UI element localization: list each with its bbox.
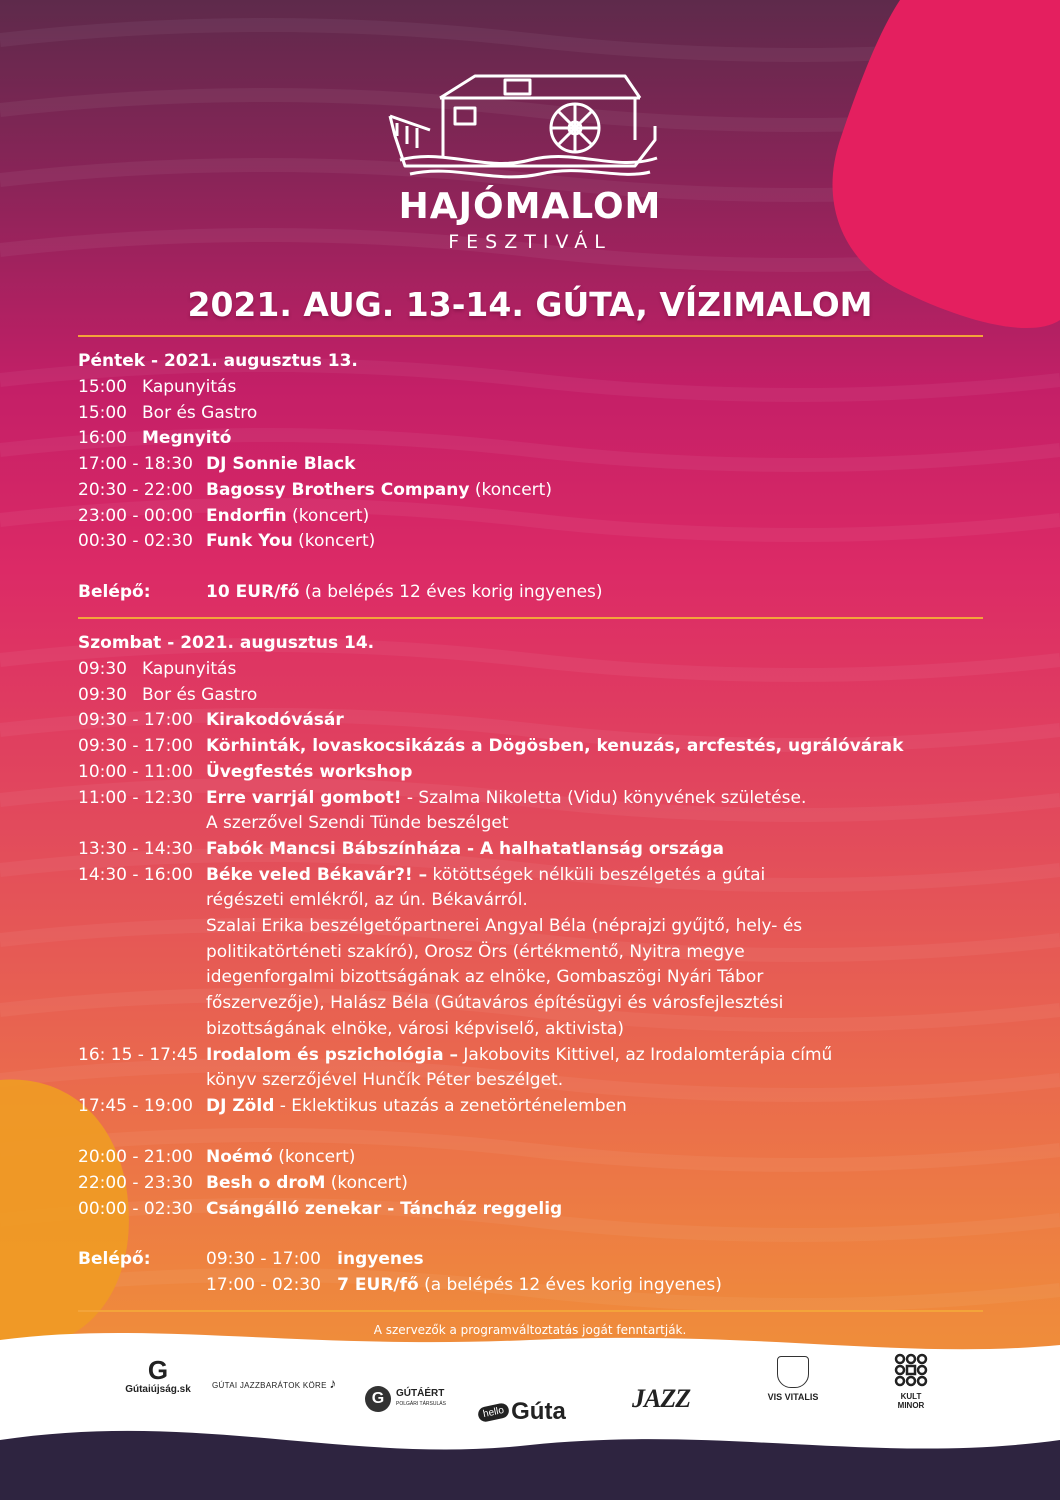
schedule-title: Csángálló zenekar - Táncház reggelig bbox=[206, 1198, 563, 1219]
logo-subtext: POLGÁRI TÁRSULÁS bbox=[396, 1401, 446, 1407]
schedule-title: DJ Zöld bbox=[206, 1095, 275, 1116]
schedule-description: Jakobovits Kittivel, az Irodalomterápia című bbox=[458, 1044, 833, 1065]
schedule-description: Kapunyitás bbox=[142, 659, 237, 679]
schedule-row bbox=[78, 1070, 563, 1090]
brand-subtitle: FESZTIVÁL bbox=[448, 231, 612, 253]
schedule-row bbox=[78, 710, 344, 730]
logo-text: Gútaiújság.sk bbox=[125, 1384, 191, 1395]
schedule-title: Körhinták, lovaskocsikázás a Dögösben, kenuzás, arcfestés, ugrálóvárak bbox=[206, 736, 904, 757]
schedule-description: (koncert) bbox=[272, 1147, 356, 1168]
schedule-description: (koncert) bbox=[469, 479, 552, 500]
logo-text: JAZZ bbox=[632, 1384, 691, 1413]
schedule-time: 22:00 - 23:30 bbox=[78, 1173, 193, 1193]
schedule-row bbox=[78, 1147, 355, 1167]
schedule-row bbox=[78, 377, 236, 397]
schedule-time: 09:30 - 17:00 bbox=[78, 736, 193, 757]
schedule-row bbox=[78, 685, 257, 705]
schedule-description: Szalai Erika beszélgetőpartnerei Angyal Béla (néprajzi gyűjtő, hely- és bbox=[206, 916, 803, 936]
entry-time: 09:30 - 17:00 bbox=[206, 1249, 321, 1269]
schedule-description: kötöttségek nélküli beszélgetés a gútai bbox=[427, 864, 766, 885]
schedule-description: főszervezője), Halász Béla (Gútaváros építésügyi és városfejlesztési bbox=[206, 993, 784, 1014]
schedule-time: 23:00 - 00:00 bbox=[78, 505, 193, 526]
schedule-time: 13:30 - 14:30 bbox=[78, 838, 193, 859]
schedule-title: Béke veled Békavár?! – bbox=[206, 864, 428, 885]
schedule-time: 09:30 bbox=[78, 659, 127, 679]
saturday-heading: Szombat - 2021. augusztus 14. bbox=[78, 633, 375, 653]
schedule-row bbox=[78, 659, 236, 679]
schedule-title: Megnyitó bbox=[142, 428, 232, 449]
schedule-title: Irodalom és pszichológia – bbox=[206, 1044, 458, 1065]
entry-price: ingyenes bbox=[337, 1249, 424, 1269]
schedule-description: bizottságának elnöke, városi képviselő, aktivista) bbox=[206, 1018, 624, 1039]
schedule-time: 15:00 bbox=[78, 402, 127, 423]
vis-vitalis-logo bbox=[758, 1356, 828, 1402]
schedule-time: 20:30 - 22:00 bbox=[78, 479, 193, 500]
logo-text: MINOR bbox=[897, 1401, 925, 1410]
divider-line bbox=[78, 1310, 983, 1312]
schedule-description: Bor és Gastro bbox=[142, 684, 258, 705]
schedule-row bbox=[78, 531, 375, 551]
entry-price: 10 EUR/fő bbox=[206, 582, 300, 602]
logo-text: GÚTÁÉRT bbox=[396, 1388, 445, 1399]
jazzclub-logo bbox=[632, 1384, 690, 1414]
schedule-time: 17:45 - 19:00 bbox=[78, 1095, 193, 1116]
divider-line bbox=[78, 617, 983, 619]
schedule-title: Funk You bbox=[206, 531, 293, 552]
g-letter-icon: G bbox=[147, 1355, 169, 1385]
schedule-row bbox=[78, 1199, 562, 1219]
schedule-title: Bagossy Brothers Company bbox=[206, 479, 470, 500]
schedule-row bbox=[78, 1096, 627, 1116]
logo-text: Gúta bbox=[511, 1398, 566, 1425]
gutaiujsag-logo bbox=[118, 1356, 198, 1395]
schedule-row bbox=[78, 967, 763, 987]
schedule-time: 20:00 - 21:00 bbox=[78, 1147, 193, 1168]
bottle-icon bbox=[777, 1356, 809, 1388]
schedule-description: (koncert) bbox=[325, 1173, 408, 1193]
entry-note: (a belépés 12 éves korig ingyenes) bbox=[418, 1275, 722, 1295]
schedule-title: Kirakodóvásár bbox=[206, 710, 344, 731]
schedule-time: 11:00 - 12:30 bbox=[78, 787, 193, 808]
footer-note: A szervezők a programváltoztatás jogát fenntartják. bbox=[373, 1323, 687, 1337]
schedule-description: Bor és Gastro bbox=[142, 402, 258, 423]
schedule-row bbox=[78, 736, 903, 756]
schedule-time: 17:00 - 18:30 bbox=[78, 454, 193, 475]
schedule-description: A szerzővel Szendi Tünde beszélget bbox=[206, 813, 509, 834]
schedule-time: 00:30 - 02:30 bbox=[78, 531, 193, 552]
schedule-row bbox=[78, 454, 355, 474]
schedule-time: 16: 15 - 17:45 bbox=[78, 1044, 199, 1065]
jazzbaratok-logo bbox=[212, 1375, 337, 1391]
hello-guta-logo bbox=[478, 1398, 566, 1426]
friday-heading: Péntek - 2021. augusztus 13. bbox=[78, 351, 358, 371]
schedule-description: - Eklektikus utazás a zenetörténelemben bbox=[274, 1095, 627, 1116]
pattern-icon bbox=[894, 1353, 928, 1387]
event-headline: 2021. AUG. 13-14. GÚTA, VÍZIMALOM bbox=[187, 285, 873, 324]
schedule-time: 16:00 bbox=[78, 428, 127, 449]
friday-entry bbox=[78, 582, 603, 602]
schedule-row bbox=[78, 480, 552, 500]
entry-label: Belépő: bbox=[78, 1249, 151, 1269]
schedule-description: - Szalma Nikoletta (Vidu) könyvének születése. bbox=[401, 787, 807, 808]
gutaert-logo bbox=[365, 1386, 446, 1412]
schedule-description: (koncert) bbox=[286, 505, 370, 526]
schedule-row bbox=[78, 890, 528, 910]
schedule-description: politikatörténeti szakíró), Orosz Örs (értékmentő, Nyitra megye bbox=[206, 941, 745, 962]
logo-text: GÚTAI JAZZBARÁTOK KÖRE bbox=[212, 1381, 327, 1390]
schedule-row bbox=[78, 993, 783, 1013]
schedule-description: könyv szerzőjével Hunčík Péter beszélget. bbox=[206, 1070, 564, 1091]
schedule-title: DJ Sonnie Black bbox=[206, 454, 356, 475]
schedule-description: idegenforgalmi bizottságának az elnöke, Gombaszögi Nyári Tábor bbox=[206, 967, 764, 988]
schedule-row bbox=[78, 839, 724, 859]
schedule-row bbox=[78, 506, 369, 526]
schedule-row bbox=[78, 865, 765, 885]
schedule-time: 09:30 - 17:00 bbox=[78, 710, 193, 731]
logo-text: KULT bbox=[900, 1392, 922, 1401]
schedule-description: (koncert) bbox=[292, 531, 376, 552]
entry-time: 17:00 - 02:30 bbox=[206, 1275, 321, 1295]
schedule-title: Üvegfestés workshop bbox=[206, 761, 413, 782]
schedule-time: 14:30 - 16:00 bbox=[78, 864, 193, 885]
schedule-time: 00:00 - 02:30 bbox=[78, 1198, 193, 1219]
entry-label: Belépő: bbox=[78, 582, 151, 602]
logo-text: VIS VITALIS bbox=[767, 1392, 819, 1402]
schedule-row bbox=[78, 762, 412, 782]
schedule-title: Erre varrjál gombot! bbox=[206, 787, 402, 808]
schedule-row bbox=[78, 916, 802, 936]
schedule-title: Fabók Mancsi Bábszínháza - A halhatatlanság országa bbox=[206, 838, 725, 859]
schedule-row bbox=[78, 1045, 832, 1065]
schedule-description: Kapunyitás bbox=[142, 377, 237, 397]
schedule-time: 10:00 - 11:00 bbox=[78, 761, 193, 782]
entry-note: (a belépés 12 éves korig ingyenes) bbox=[299, 582, 603, 602]
schedule-time: 15:00 bbox=[78, 377, 127, 397]
saturday-entry-2 bbox=[206, 1275, 722, 1295]
schedule-row bbox=[78, 428, 231, 448]
brand-title: HAJÓMALOM bbox=[398, 186, 662, 227]
saxophone-icon: ♪ bbox=[329, 1375, 337, 1391]
divider-line bbox=[78, 335, 983, 337]
schedule-time: 09:30 bbox=[78, 684, 127, 705]
schedule-row bbox=[78, 813, 508, 833]
schedule-row bbox=[78, 788, 806, 808]
schedule-row bbox=[78, 1173, 408, 1193]
hello-badge: hello bbox=[477, 1401, 511, 1422]
saturday-entry bbox=[78, 1249, 424, 1269]
watermill-boat-icon bbox=[385, 68, 665, 183]
g-circle-icon: G bbox=[365, 1386, 391, 1412]
schedule-row bbox=[78, 1019, 624, 1039]
schedule-title: Endorfin bbox=[206, 505, 287, 526]
entry-price: 7 EUR/fő bbox=[337, 1275, 419, 1295]
schedule-title: Noémó bbox=[206, 1147, 273, 1168]
schedule-description: régészeti emlékről, az ún. Békavárról. bbox=[206, 890, 528, 911]
schedule-row bbox=[78, 403, 257, 423]
schedule-title: Besh o droM bbox=[206, 1173, 326, 1193]
schedule-row bbox=[78, 942, 745, 962]
kult-minor-logo bbox=[892, 1353, 930, 1410]
